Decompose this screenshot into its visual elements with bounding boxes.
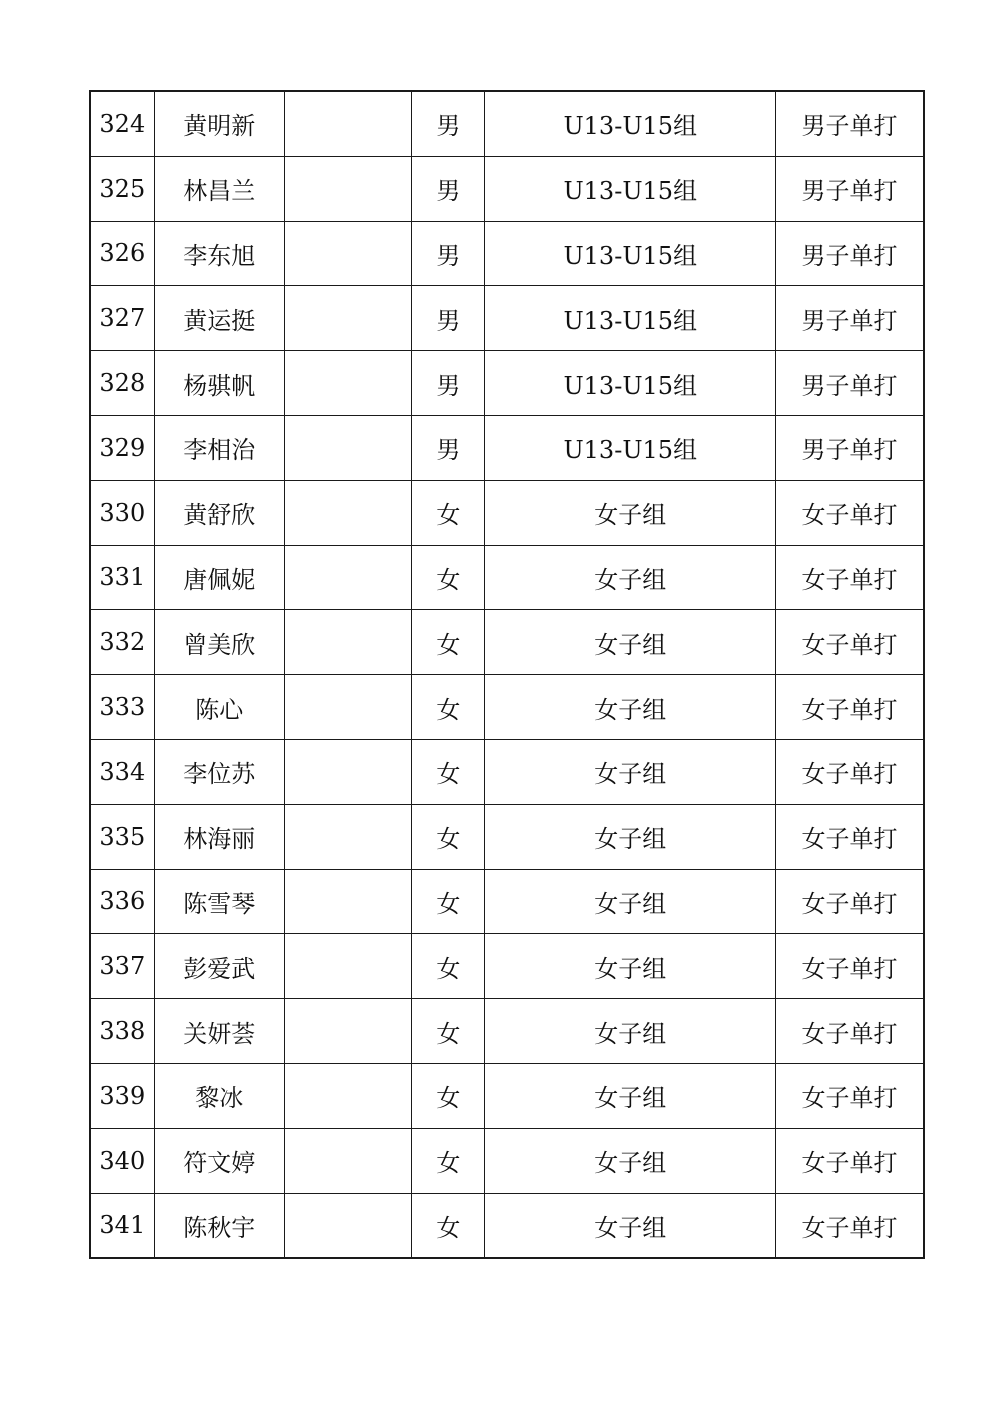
gender-cell: 男 [412, 286, 485, 351]
name-cell: 黄明新 [154, 91, 284, 156]
empty-cell [284, 221, 411, 286]
empty-cell [284, 351, 411, 416]
table-row [90, 156, 924, 221]
event-cell: 男子单打 [776, 91, 924, 156]
empty-cell [284, 415, 411, 480]
gender-cell: 女 [412, 1193, 485, 1258]
group-cell: 女子组 [485, 1193, 776, 1258]
table-row [90, 351, 924, 416]
number-cell: 332 [90, 610, 154, 675]
empty-cell [284, 480, 411, 545]
empty-cell [284, 999, 411, 1064]
gender-cell: 女 [412, 804, 485, 869]
gender-cell: 男 [412, 415, 485, 480]
empty-cell [284, 1128, 411, 1193]
number-cell: 331 [90, 545, 154, 610]
name-cell: 黄运挺 [154, 286, 284, 351]
number-cell: 333 [90, 675, 154, 740]
empty-cell [284, 1063, 411, 1128]
table-row [90, 869, 924, 934]
table-row [90, 545, 924, 610]
gender-cell: 女 [412, 739, 485, 804]
number-cell: 325 [90, 156, 154, 221]
name-cell: 曾美欣 [154, 610, 284, 675]
group-cell: 女子组 [485, 869, 776, 934]
gender-cell: 男 [412, 156, 485, 221]
event-cell: 女子单打 [776, 869, 924, 934]
empty-cell [284, 1193, 411, 1258]
number-cell: 337 [90, 934, 154, 999]
empty-cell [284, 610, 411, 675]
empty-cell [284, 739, 411, 804]
gender-cell: 男 [412, 221, 485, 286]
table-row [90, 1193, 924, 1258]
number-cell: 335 [90, 804, 154, 869]
group-cell: 女子组 [485, 545, 776, 610]
table-row [90, 1063, 924, 1128]
event-cell: 男子单打 [776, 286, 924, 351]
event-cell: 女子单打 [776, 1128, 924, 1193]
gender-cell: 女 [412, 610, 485, 675]
group-cell: 女子组 [485, 675, 776, 740]
name-cell: 林昌兰 [154, 156, 284, 221]
table-row [90, 91, 924, 156]
number-cell: 339 [90, 1063, 154, 1128]
gender-cell: 女 [412, 869, 485, 934]
name-cell: 唐佩妮 [154, 545, 284, 610]
number-cell: 334 [90, 739, 154, 804]
event-cell: 女子单打 [776, 480, 924, 545]
gender-cell: 女 [412, 999, 485, 1064]
event-cell: 女子单打 [776, 610, 924, 675]
table-row [90, 221, 924, 286]
table-row [90, 934, 924, 999]
gender-cell: 男 [412, 351, 485, 416]
name-cell: 李相治 [154, 415, 284, 480]
registration-table [89, 90, 925, 1259]
name-cell: 黄舒欣 [154, 480, 284, 545]
name-cell: 陈雪琴 [154, 869, 284, 934]
name-cell: 陈心 [154, 675, 284, 740]
group-cell: U13-U15组 [485, 91, 776, 156]
name-cell: 杨骐帆 [154, 351, 284, 416]
name-cell: 陈秋宇 [154, 1193, 284, 1258]
group-cell: U13-U15组 [485, 415, 776, 480]
name-cell: 黎冰 [154, 1063, 284, 1128]
table-row [90, 739, 924, 804]
group-cell: U13-U15组 [485, 351, 776, 416]
event-cell: 女子单打 [776, 675, 924, 740]
number-cell: 341 [90, 1193, 154, 1258]
name-cell: 符文婷 [154, 1128, 284, 1193]
table-row [90, 480, 924, 545]
group-cell: U13-U15组 [485, 221, 776, 286]
table-row [90, 415, 924, 480]
name-cell: 关妍荟 [154, 999, 284, 1064]
table-row [90, 286, 924, 351]
event-cell: 女子单打 [776, 1193, 924, 1258]
table-row [90, 804, 924, 869]
table-body [90, 91, 924, 1258]
table-row [90, 675, 924, 740]
number-cell: 328 [90, 351, 154, 416]
number-cell: 340 [90, 1128, 154, 1193]
number-cell: 336 [90, 869, 154, 934]
name-cell: 彭爱武 [154, 934, 284, 999]
event-cell: 男子单打 [776, 156, 924, 221]
empty-cell [284, 675, 411, 740]
name-cell: 李东旭 [154, 221, 284, 286]
group-cell: 女子组 [485, 999, 776, 1064]
event-cell: 女子单打 [776, 1063, 924, 1128]
event-cell: 男子单打 [776, 351, 924, 416]
group-cell: 女子组 [485, 1128, 776, 1193]
group-cell: 女子组 [485, 610, 776, 675]
gender-cell: 女 [412, 545, 485, 610]
group-cell: 女子组 [485, 1063, 776, 1128]
gender-cell: 女 [412, 934, 485, 999]
group-cell: U13-U15组 [485, 156, 776, 221]
event-cell: 女子单打 [776, 739, 924, 804]
table-row [90, 1128, 924, 1193]
event-cell: 女子单打 [776, 934, 924, 999]
number-cell: 327 [90, 286, 154, 351]
empty-cell [284, 91, 411, 156]
name-cell: 李位苏 [154, 739, 284, 804]
table-row [90, 999, 924, 1064]
event-cell: 男子单打 [776, 415, 924, 480]
group-cell: 女子组 [485, 804, 776, 869]
empty-cell [284, 934, 411, 999]
number-cell: 330 [90, 480, 154, 545]
group-cell: U13-U15组 [485, 286, 776, 351]
empty-cell [284, 156, 411, 221]
number-cell: 324 [90, 91, 154, 156]
gender-cell: 女 [412, 480, 485, 545]
group-cell: 女子组 [485, 480, 776, 545]
gender-cell: 女 [412, 675, 485, 740]
event-cell: 女子单打 [776, 545, 924, 610]
event-cell: 女子单打 [776, 999, 924, 1064]
gender-cell: 女 [412, 1128, 485, 1193]
empty-cell [284, 869, 411, 934]
group-cell: 女子组 [485, 934, 776, 999]
empty-cell [284, 545, 411, 610]
event-cell: 女子单打 [776, 804, 924, 869]
name-cell: 林海丽 [154, 804, 284, 869]
empty-cell [284, 804, 411, 869]
gender-cell: 男 [412, 91, 485, 156]
event-cell: 男子单打 [776, 221, 924, 286]
number-cell: 338 [90, 999, 154, 1064]
number-cell: 329 [90, 415, 154, 480]
group-cell: 女子组 [485, 739, 776, 804]
number-cell: 326 [90, 221, 154, 286]
empty-cell [284, 286, 411, 351]
gender-cell: 女 [412, 1063, 485, 1128]
table-row [90, 610, 924, 675]
